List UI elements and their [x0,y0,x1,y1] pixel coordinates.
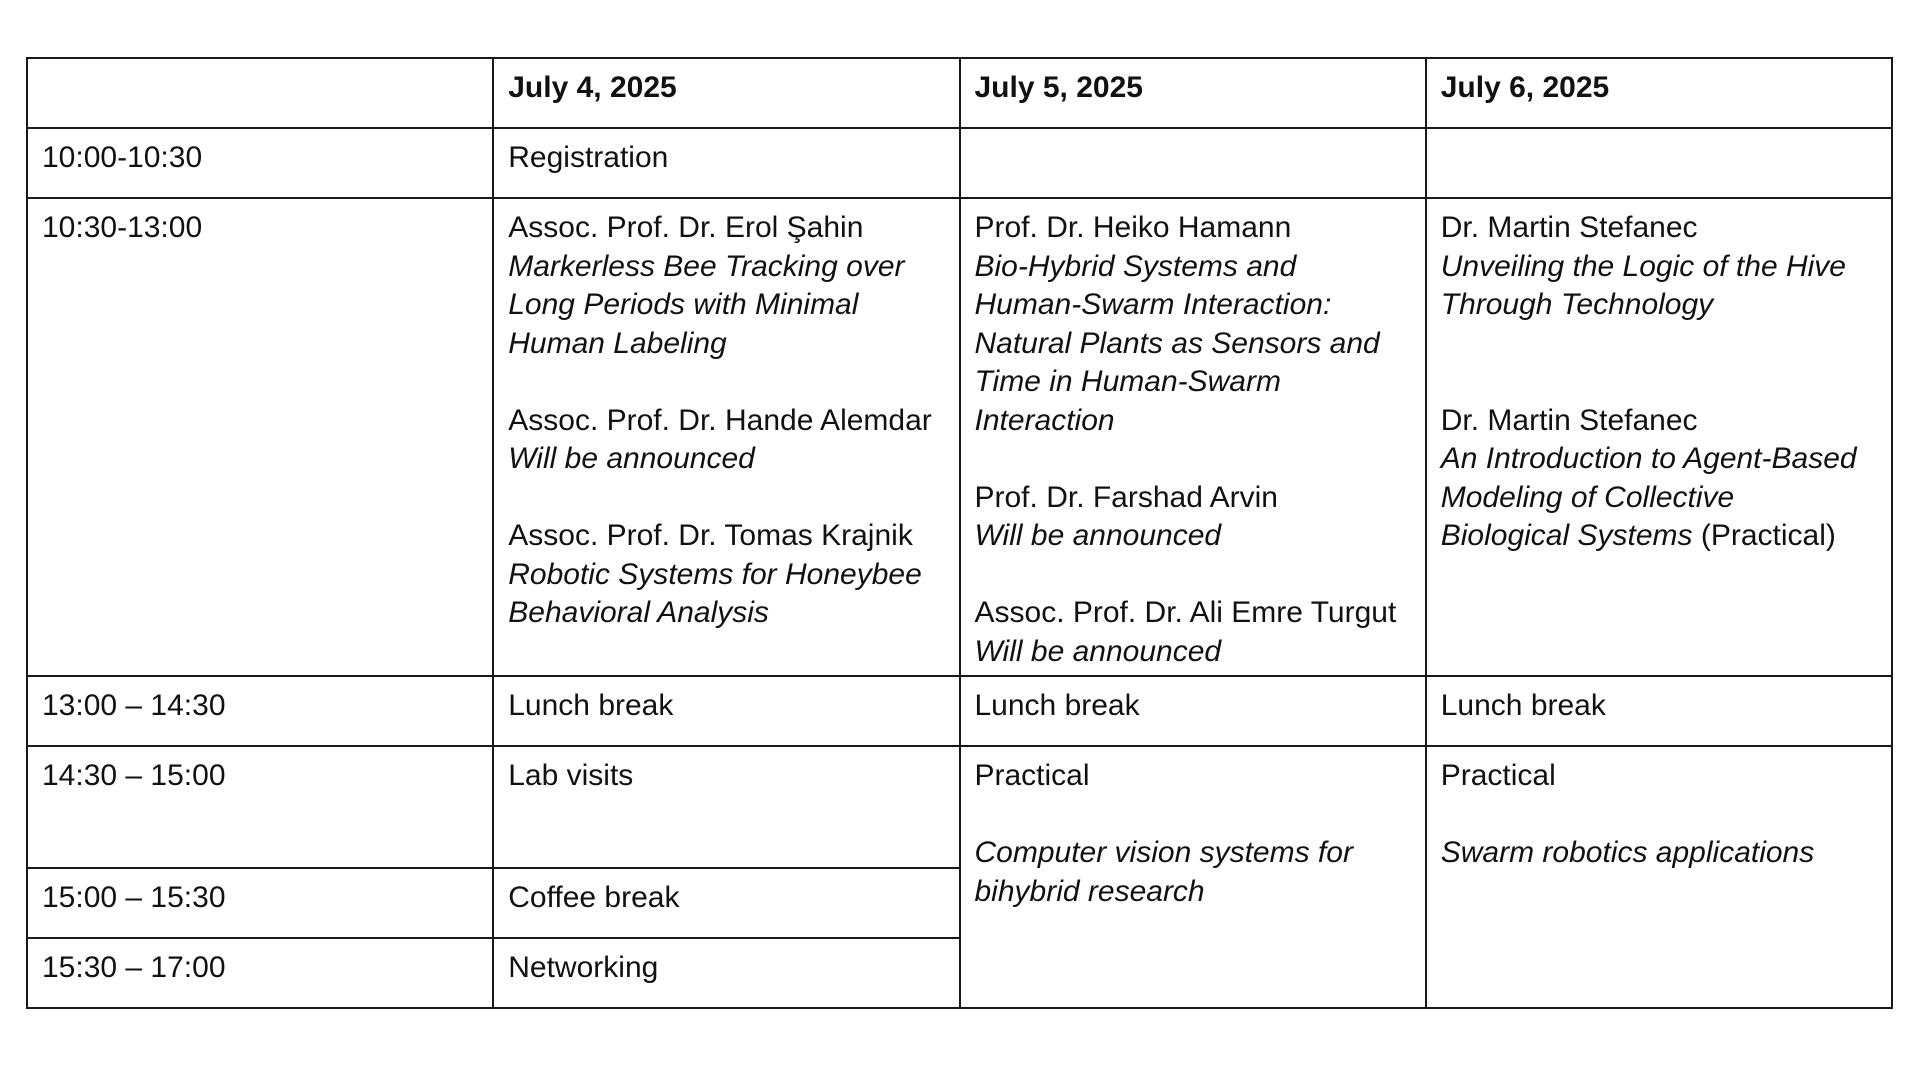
talk-title: Bio-Hybrid Systems and [974,249,1297,283]
lunch-row [27,676,1892,746]
empty-cell [960,128,1426,198]
registration-row [27,128,1892,198]
lab-visits-cell: Lab visits [493,746,959,868]
practical-title: bihybrid research [974,874,1205,908]
talk-title: Modeling of Collective [1440,480,1735,514]
time-cell: 10:30-13:00 [27,198,493,676]
talk-title: Human Labeling [508,326,727,360]
time-cell: 10:00-10:30 [27,128,493,198]
time-cell: 15:00 – 15:30 [27,868,493,938]
talk-title: Through Technology [1440,288,1714,321]
lunch-cell: Lunch break [1426,676,1892,746]
speaker-name: Dr. Martin Stefanec [1440,211,1698,244]
time-cell: 14:30 – 15:00 [27,746,493,868]
speaker-name: Assoc. Prof. Dr. Hande Alemdar [508,403,932,437]
talk-title: Interaction [974,403,1115,437]
talk-title: Biological Systems [1440,519,1693,552]
talk-title: Robotic Systems for Honeybee [508,557,922,591]
talk-title: Long Periods with Minimal [508,288,859,321]
speaker-name: Dr. Martin Stefanec [1440,403,1698,437]
talk-title-line [1441,517,1877,556]
registration-cell: Registration [493,128,959,198]
talk-title: Will be announced [508,442,755,475]
talk-title: Human-Swarm Interaction: [974,288,1332,321]
talk-title: Markerless Bee Tracking over [508,249,905,283]
afternoon-row-1 [27,746,1892,868]
header-day3: July 6, 2025 [1426,58,1892,128]
speaker-name: Prof. Dr. Farshad Arvin [974,480,1278,514]
header-day2: July 5, 2025 [960,58,1426,128]
practical-title: Swarm robotics applications [1440,836,1815,869]
day3-practical-cell [1426,746,1892,1008]
day1-talks-cell [493,198,959,676]
time-cell: 15:30 – 17:00 [27,938,493,1008]
day3-talks-cell [1426,198,1892,676]
time-cell: 13:00 – 14:30 [27,676,493,746]
practical-label: Practical [974,759,1090,792]
lunch-cell: Lunch break [960,676,1426,746]
practical-title: Computer vision systems for [974,836,1353,869]
day2-practical-cell [960,746,1426,1008]
header-empty-cell [27,58,493,128]
day2-talks-cell [960,198,1426,676]
talk-title: Will be announced [974,519,1222,552]
talk-title: Time in Human-Swarm [974,365,1281,398]
talk-title: An Introduction to Agent-Based [1440,442,1857,475]
lunch-cell: Lunch break [493,676,959,746]
speaker-name: Prof. Dr. Heiko Hamann [974,211,1292,244]
talk-title: Natural Plants as Sensors and [974,326,1380,360]
talks-row [27,198,1892,676]
speaker-name: Assoc. Prof. Dr. Erol Şahin [508,211,864,244]
coffee-break-cell: Coffee break [493,868,959,938]
talk-title: Behavioral Analysis [508,596,769,629]
header-day1: July 4, 2025 [493,58,959,128]
talk-title: Will be announced [974,634,1222,668]
header-row [27,58,1892,128]
speaker-name: Assoc. Prof. Dr. Tomas Krajnik [508,519,913,552]
practical-label: Practical [1440,759,1556,792]
talk-suffix: (Practical) [1692,519,1836,552]
talk-title: Unveiling the Logic of the Hive [1440,249,1846,283]
empty-cell [1426,128,1892,198]
schedule-table [26,57,1893,1009]
networking-cell: Networking [493,938,959,1008]
speaker-name: Assoc. Prof. Dr. Ali Emre Turgut [974,596,1397,629]
